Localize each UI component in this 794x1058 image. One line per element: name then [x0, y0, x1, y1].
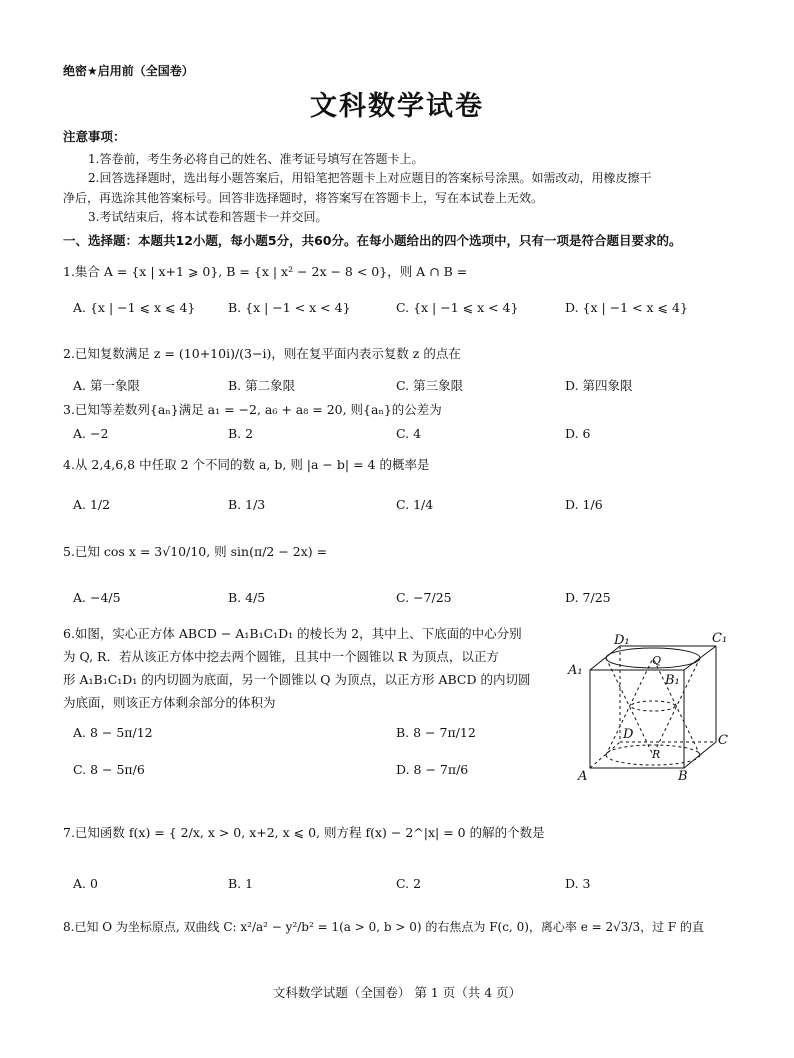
page-footer: 文科数学试题（全国卷） 第 1 页（共 4 页） — [272, 985, 522, 1000]
question-7-option-b: B. 1 — [228, 876, 254, 891]
label-A: A — [578, 769, 588, 784]
label-A1: A₁ — [568, 663, 583, 678]
question-4-option-b: B. 1/3 — [228, 497, 266, 512]
question-4-option-c: C. 1/4 — [396, 497, 434, 512]
question-7-option-a: A. 0 — [73, 876, 98, 891]
label-C: C — [718, 733, 728, 748]
notice-line-2: 2.回答选择题时，选出每小题答案后，用铅笔把答题卡上对应题目的答案标号涂黑。如需改动，用橡皮擦干 — [88, 171, 652, 185]
question-5-option-b: B. 4/5 — [228, 590, 266, 605]
question-5-option-a: A. −4/5 — [73, 590, 121, 605]
question-1-option-d: D. {x | −1 < x ⩽ 4} — [565, 300, 688, 315]
section-heading: 一、选择题：本题共12小题，每小题5分，共60分。在每小题给出的四个选项中，只有一项是符合题目要求的。 — [63, 233, 682, 248]
question-6-option-a: A. 8 − 5π/12 — [73, 725, 153, 740]
question-3-option-c: C. 4 — [396, 426, 422, 441]
cube-with-cones-figure — [566, 626, 742, 786]
notice-line-3: 净后，再选涂其他答案标号。回答非选择题时，将答案写在答题卡上，写在本试卷上无效。 — [63, 191, 544, 205]
question-6-stem-line-2: 为 Q, R．若从该正方体中挖去两个圆锥，且其中一个圆锥以 R 为顶点，以正方 — [63, 649, 499, 664]
confidential-label: 绝密★启用前（全国卷） — [63, 64, 194, 78]
question-6-stem-line-4: 为底面，则该正方体剩余部分的体积为 — [63, 695, 276, 710]
question-8-stem: 8.已知 O 为坐标原点, 双曲线 C: x²/a² − y²/b² = 1(a > 0, b > 0) 的右焦点为 F(c, 0)，离心率 e = 2√3/3，过 F 的直 — [63, 920, 705, 934]
question-5-stem: 5.已知 cos x = 3√10/10, 则 sin(π/2 − 2x) = — [63, 544, 328, 559]
question-7-option-d: D. 3 — [565, 876, 591, 891]
question-1-stem: 1.集合 A = {x | x+1 ⩾ 0}, B = {x | x² − 2x − 8 < 0}，则 A ∩ B = — [63, 264, 468, 279]
question-1-option-b: B. {x | −1 < x < 4} — [228, 300, 351, 315]
notice-line-1: 1.答卷前，考生务必将自己的姓名、准考证号填写在答题卡上。 — [88, 152, 424, 166]
question-2-stem: 2.已知复数满足 z = (10+10i)/(3−i)，则在复平面内表示复数 z 的点在 — [63, 346, 461, 361]
question-4-stem: 4.从 2,4,6,8 中任取 2 个不同的数 a, b, 则 |a − b| = 4 的概率是 — [63, 457, 430, 472]
label-R: R — [652, 748, 661, 761]
question-3-stem: 3.已知等差数列{aₙ}满足 a₁ = −2, a₆ + a₈ = 20, 则{aₙ}的公差为 — [63, 402, 442, 417]
label-Q: Q — [652, 654, 662, 667]
notice-title: 注意事项： — [63, 129, 126, 144]
question-6-option-c: C. 8 − 5π/6 — [73, 762, 145, 777]
question-1-option-a: A. {x | −1 ⩽ x ⩽ 4} — [73, 300, 196, 315]
question-2-option-d: D. 第四象限 — [565, 378, 633, 393]
label-B1: B₁ — [665, 673, 680, 688]
question-7-option-c: C. 2 — [396, 876, 422, 891]
label-B: B — [678, 769, 688, 784]
question-5-option-d: D. 7/25 — [565, 590, 611, 605]
question-7-stem: 7.已知函数 f(x) = { 2/x, x > 0, x+2, x ⩽ 0, 则方程 f(x) − 2^|x| = 0 的解的个数是 — [63, 825, 545, 840]
label-D: D — [623, 727, 634, 742]
question-3-option-d: D. 6 — [565, 426, 591, 441]
question-6-stem-line-3: 形 A₁B₁C₁D₁ 的内切圆为底面，另一个圆锥以 Q 为顶点，以正方形 ABCD 的内切圆 — [63, 672, 531, 687]
question-6-stem-line-1: 6.如图，实心正方体 ABCD − A₁B₁C₁D₁ 的棱长为 2，其中上、下底面的中心分别 — [63, 626, 522, 641]
question-3-option-b: B. 2 — [228, 426, 254, 441]
page-title: 文科数学试卷 — [310, 91, 484, 122]
notice-line-4: 3.考试结束后，将本试卷和答题卡一并交回。 — [88, 210, 328, 224]
question-2-option-b: B. 第二象限 — [228, 378, 296, 393]
question-5-option-c: C. −7/25 — [396, 590, 452, 605]
label-C1: C₁ — [712, 631, 728, 646]
label-D1: D₁ — [614, 633, 630, 648]
question-3-option-a: A. −2 — [73, 426, 109, 441]
question-2-option-a: A. 第一象限 — [73, 378, 140, 393]
question-2-option-c: C. 第三象限 — [396, 378, 464, 393]
question-6-option-b: B. 8 − 7π/12 — [396, 725, 476, 740]
question-1-option-c: C. {x | −1 ⩽ x < 4} — [396, 300, 519, 315]
question-4-option-d: D. 1/6 — [565, 497, 603, 512]
question-6-option-d: D. 8 − 7π/6 — [396, 762, 469, 777]
question-4-option-a: A. 1/2 — [73, 497, 111, 512]
